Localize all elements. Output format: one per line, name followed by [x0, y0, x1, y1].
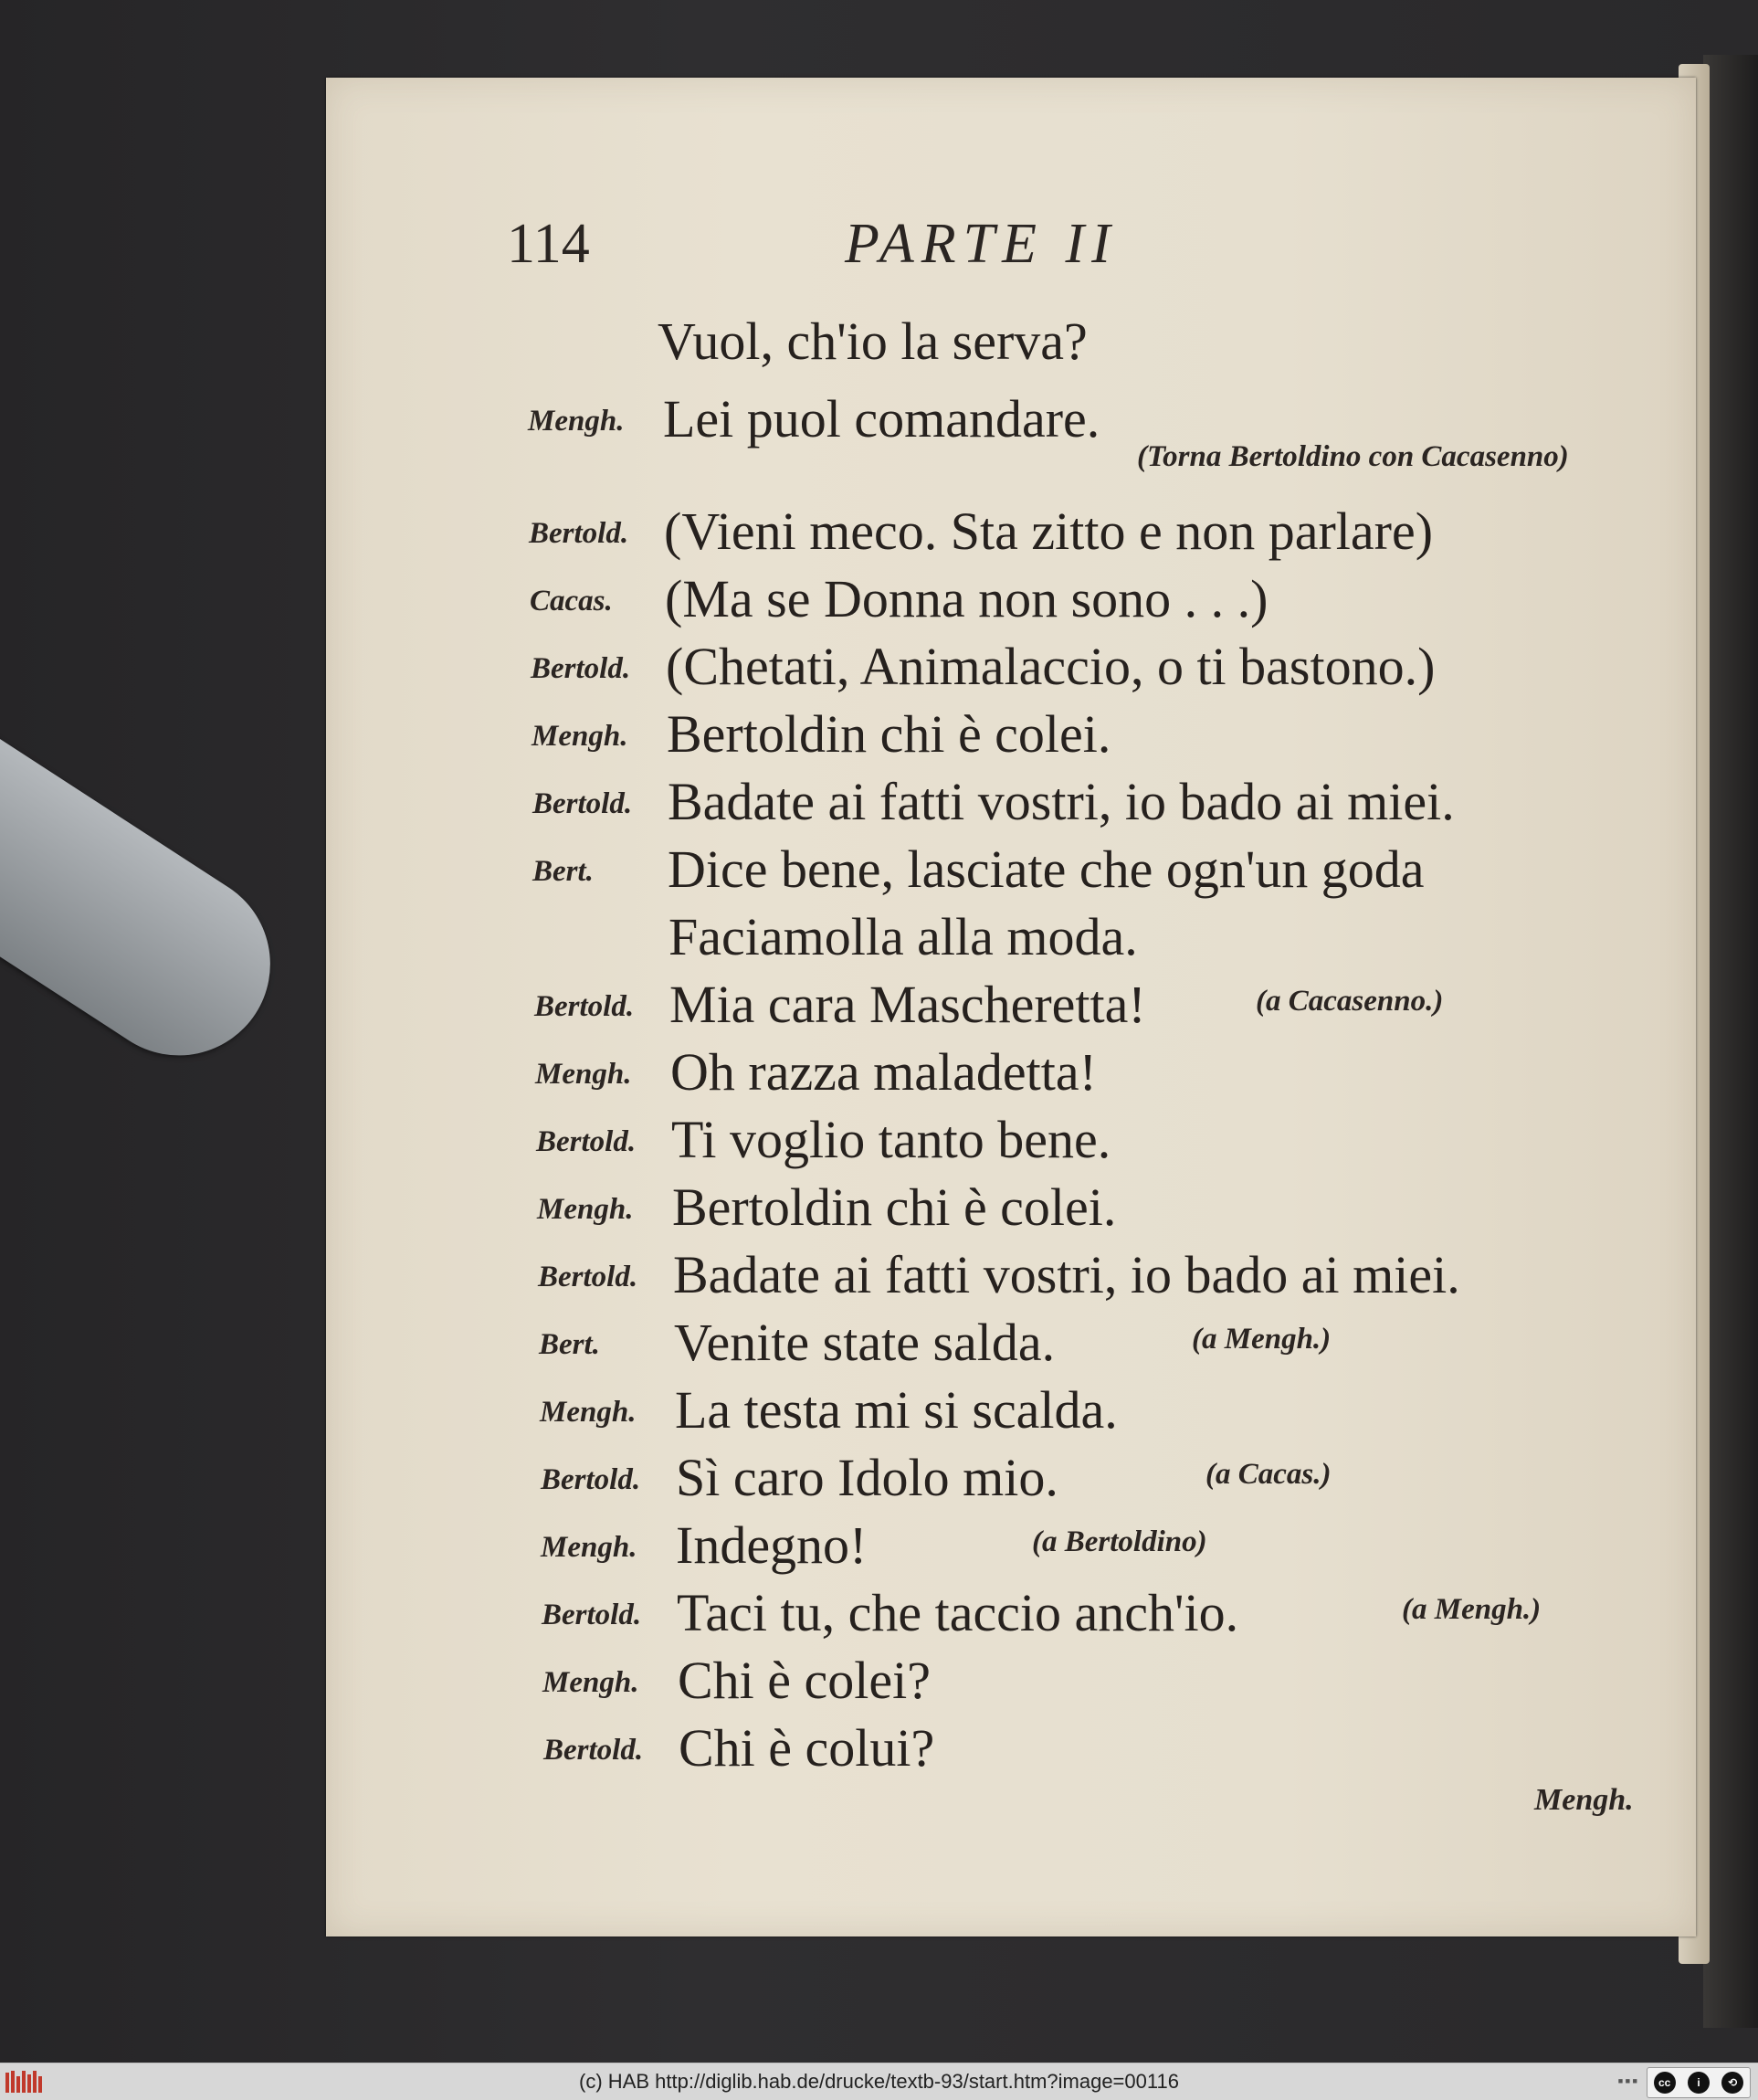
speaker-label: Mengh.: [540, 1396, 637, 1429]
stage-direction: (a Mengh.): [1192, 1323, 1332, 1356]
speaker-label: Mengh.: [541, 1531, 637, 1564]
speaker-label: Cacas.: [530, 585, 613, 617]
dialogue-line: [536, 1109, 1650, 1173]
dialogue-line: [541, 1514, 1655, 1578]
speaker-label: Bertold.: [532, 787, 633, 820]
dialogue-line: [541, 1447, 1655, 1511]
dialogue-line: [542, 1650, 1657, 1714]
dialogue-text: (Vieni meco. Sta zitto e non parlare): [664, 501, 1434, 561]
dialogue-line: [537, 1177, 1651, 1240]
stage-direction: (Torna Bertoldino con Cacasenno): [1137, 440, 1569, 473]
dialogue-line: [538, 1244, 1652, 1308]
dialogue-text: Ti voglio tanto bene.: [671, 1110, 1111, 1169]
page-title: PARTE II: [845, 213, 1118, 275]
page-number: 114: [507, 213, 590, 275]
stage-direction: (a Bertoldino): [1032, 1525, 1207, 1558]
cc-icon: cc: [1654, 2072, 1676, 2094]
speaker-label: Bertold.: [531, 652, 631, 685]
by-icon: i: [1688, 2072, 1710, 2094]
dialogue-text: Bertoldin chi è colei.: [672, 1177, 1117, 1237]
dialogue-text: Taci tu, che taccio anch'io.: [677, 1583, 1239, 1642]
dialogue-text: Badate ai fatti vostri, io bado ai miei.: [673, 1245, 1460, 1304]
footer-marker: ■ ■ ■: [1617, 2076, 1637, 2085]
dialogue-text: Sì caro Idolo mio.: [676, 1448, 1058, 1507]
dialogue-text: Dice bene, lasciate che ogn'un goda: [668, 839, 1425, 899]
dialogue-text: Mia cara Mascheretta!: [669, 975, 1146, 1034]
stage-direction: (a Mengh.): [1402, 1593, 1542, 1626]
speaker-label: Bertold.: [541, 1463, 641, 1496]
speaker-label: Bert.: [539, 1328, 600, 1361]
dialogue-text: Oh razza maladetta!: [670, 1042, 1097, 1102]
dialogue-line: [543, 1717, 1658, 1781]
speaker-label: Bertold.: [529, 517, 629, 550]
copyright-link[interactable]: (c) HAB http://diglib.hab.de/drucke/textb-93/start.htm?image=00116: [579, 2070, 1179, 2093]
dialogue-line: [532, 839, 1647, 902]
dialogue-text: (Chetati, Animalaccio, o ti bastono.): [666, 637, 1436, 696]
dialogue-line: [532, 771, 1647, 835]
dialogue-text: Faciamolla alla moda.: [668, 907, 1138, 966]
speaker-label: Mengh.: [528, 405, 625, 438]
speaker-label: Mengh.: [537, 1193, 634, 1226]
dialogue-text: Lei puol comandare.: [663, 389, 1100, 448]
dialogue-text: Indegno!: [676, 1515, 868, 1575]
continuation-line: Vuol, ch'io la serva?: [658, 311, 1088, 371]
sa-icon: ⟲: [1721, 2072, 1743, 2094]
speaker-label: Bertold.: [538, 1261, 638, 1293]
dialogue-text: (Ma se Donna non sono . . .): [665, 569, 1268, 628]
speaker-label: Bertold.: [536, 1125, 637, 1158]
dialogue-line: [539, 1312, 1653, 1376]
dialogue-line: [528, 388, 1642, 473]
running-head: [507, 212, 1237, 285]
book-edge: [1703, 55, 1758, 2028]
speaker-label: Mengh.: [532, 720, 628, 753]
stage-direction: (a Cacasenno.): [1256, 985, 1444, 1018]
speaker-label: Bertold.: [542, 1599, 642, 1631]
dialogue-line: [532, 703, 1646, 767]
dialogue-text: La testa mi si scalda.: [675, 1380, 1118, 1440]
dialogue-text: Chi è colei?: [678, 1651, 932, 1710]
dialogue-line: [529, 501, 1643, 565]
dialogue-text: Venite state salda.: [674, 1313, 1056, 1372]
dialogue-text: Badate ai fatti vostri, io bado ai miei.: [668, 772, 1455, 831]
dialogue-line: [540, 1379, 1654, 1443]
stage-direction: (a Cacas.): [1205, 1458, 1332, 1491]
dialogue-line: [534, 974, 1648, 1038]
dialogue-text: Bertoldin chi è colei.: [667, 704, 1111, 764]
speaker-label: Bert.: [532, 855, 594, 888]
dialogue-line: [530, 568, 1644, 632]
dialogue-text: Chi è colui?: [679, 1718, 935, 1778]
dialogue-line: [531, 636, 1645, 700]
speaker-label: Bertold.: [534, 990, 635, 1023]
viewer-footer: [0, 2063, 1758, 2100]
dialogue-line: [535, 1041, 1649, 1105]
speaker-label: Mengh.: [535, 1058, 632, 1091]
speaker-label: Bertold.: [543, 1734, 644, 1767]
speaker-label: Mengh.: [542, 1666, 639, 1699]
dialogue-line: [542, 1582, 1656, 1646]
catchword: Mengh.: [1534, 1783, 1634, 1817]
cc-license-badge[interactable]: [1647, 2067, 1751, 2098]
dialogue-line: [533, 906, 1647, 970]
